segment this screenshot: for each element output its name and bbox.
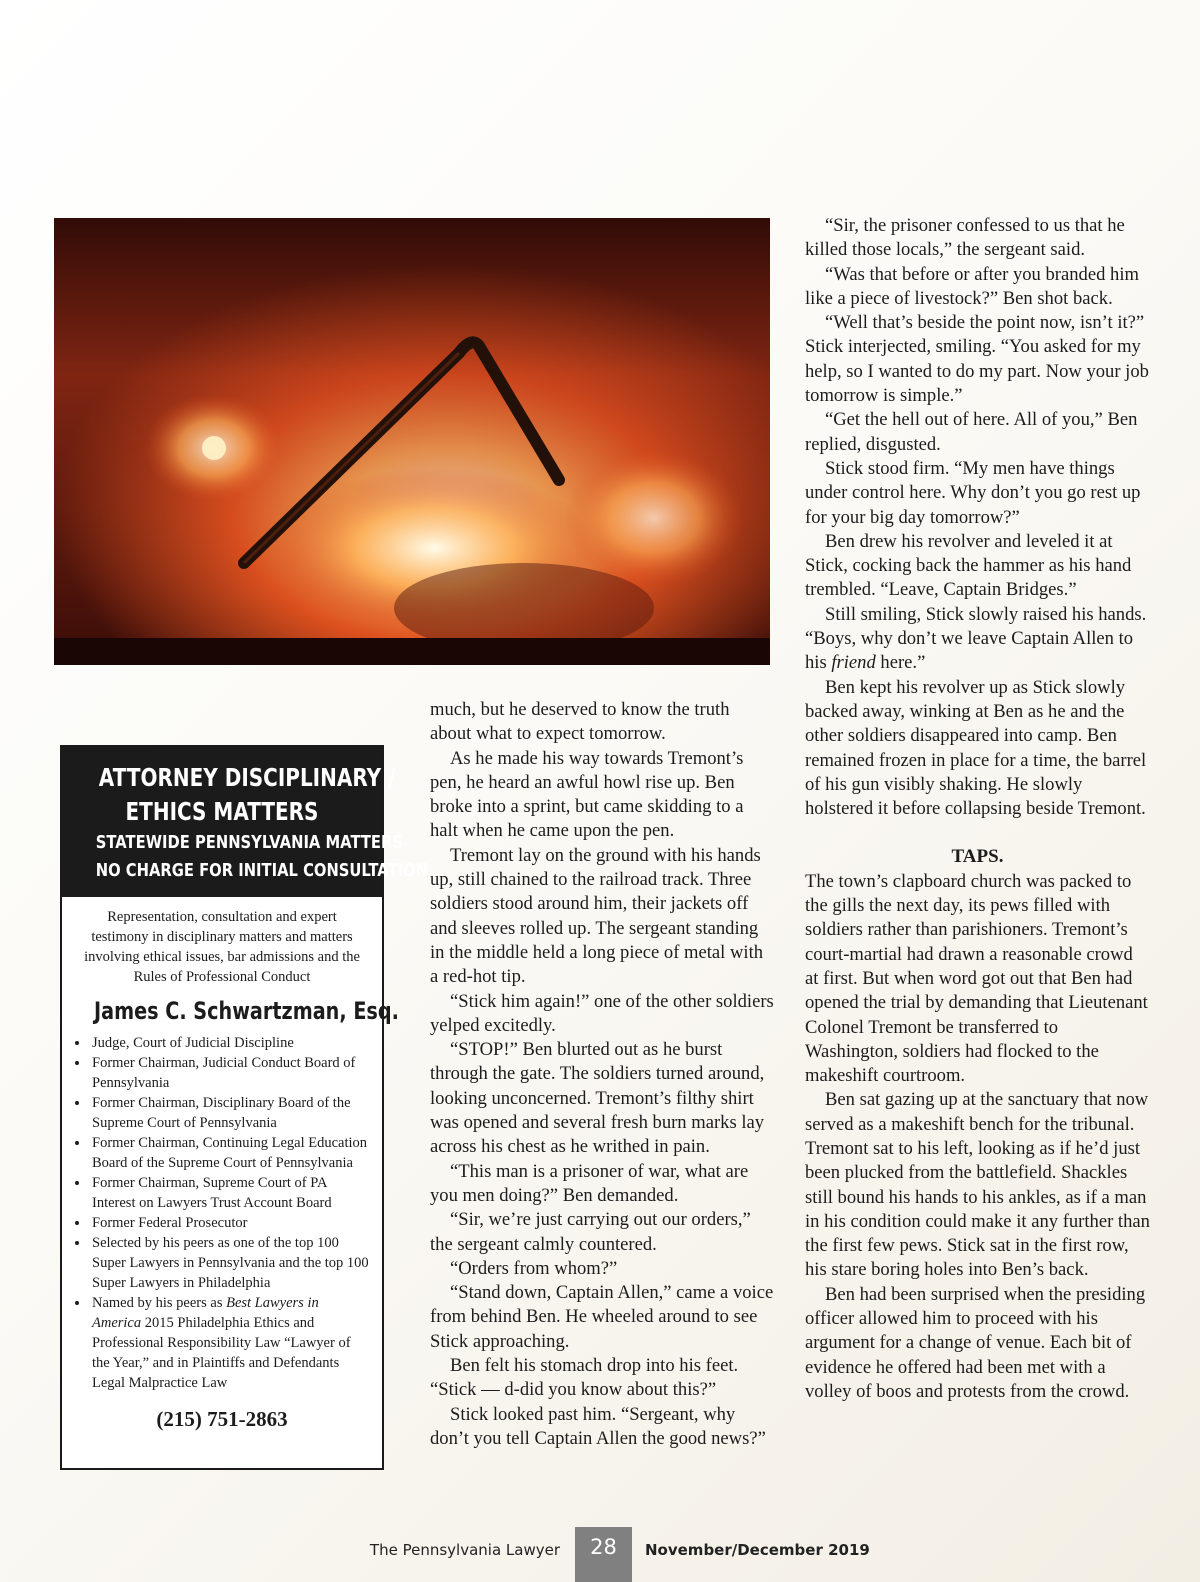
article-paragraph: Stick stood firm. “My men have things under control here. Why don’t you go rest up for your big day tomorrow?” [805,457,1141,528]
credential-suffix: 2015 Philadelphia Ethics and Professional Responsibility Law “Lawyer of the Year,” and in Plaintiffs and Defendants Legal Malpractice Law [92,1315,351,1391]
article-paragraph: “Sir, we’re just carrying out our orders,” the sergeant calmly countered. [430,1209,751,1255]
credential-item: • Former Chairman, Judicial Conduct Board of Pennsylvania [90,1053,370,1093]
ad-subtitle-line1: STATEWIDE PENNSYLVANIA MATTERS [95,832,404,853]
credential-item: • Selected by his peers as one of the top 100 Super Lawyers in Pennsylvania and the top 100 Super Lawyers in Philadelphia [90,1233,370,1293]
article-paragraph: Ben drew his revolver and leveled it at Stick, cocking back the hammer as his hand trembled. “Leave, Captain Bridges.” [805,530,1132,601]
credential-item: • Former Chairman, Continuing Legal Education Board of the Supreme Court of Pennsylvania [90,1133,370,1173]
credential-item: • Former Chairman, Supreme Court of PA Interest on Lawyers Trust Account Board [90,1173,370,1213]
ad-attorney-name: James C. Schwartzman, Esq. [94,997,399,1025]
article-paragraph: “Sir, the prisoner confessed to us that he killed those locals,” the sergeant said. [805,215,1125,261]
credential-item: • Former Chairman, Disciplinary Board of the Supreme Court of Pennsylvania [90,1093,370,1133]
article-paragraph: The town’s clapboard church was packed to the gills the next day, its pews filled with soldiers rather than parishioners. Tremont’s court-martial had drawn a reasonable crowd at first. But when word got out that Ben had opened the trial by demanding that Lieutenant Colonel Tremont be transferred to Washington, soldiers had flocked to the makeshift courtroom. [805,870,1148,1087]
article-paragraph: Ben felt his stomach drop into his feet. “Stick — d-did you know about this?” [430,1355,739,1401]
credential-prefix: Named by his peers as [92,1295,227,1311]
article-paragraph: much, but he deserved to know the truth about what to expect tomorrow. [430,699,730,745]
section-subhead: TAPS. [951,846,1004,868]
article-paragraph: “Well that’s beside the point now, isn’t it?” Stick interjected, smiling. “You asked for my help, so I wanted to do my part. Now your job tomorrow is simple.” [805,312,1149,407]
fire-photo [54,218,770,665]
ad-phone-number: (215) 751-2863 [156,1407,288,1431]
article-paragraph: “Was that before or after you branded him like a piece of livestock?” Ben shot back. [805,263,1139,309]
article-column-middle [430,698,775,1451]
friend-suffix: here.” [875,652,926,674]
article-paragraph: Stick looked past him. “Sergeant, why don’t you tell Captain Allen the good news?” [430,1403,766,1449]
attorney-ethics-ad [60,745,429,1470]
ad-credentials-list [62,1033,382,1393]
publication-name: The Pennsylvania Lawyer [369,1541,560,1559]
article-paragraph: “Get the hell out of here. All of you,” Ben replied, disgusted. [805,409,1138,455]
article-paragraph: Tremont lay on the ground with his hands up, still chained to the railroad track. Three soldiers stood around him, their jackets off and sleeves rolled up. The sergeant standing in the middle held a long piece of metal with a red-hot tip. [430,844,764,988]
friend-prefix: Still smiling, Stick slowly raised his hands. “Boys, why don’t we leave Captain Allen to his [805,603,1147,674]
article-paragraph: Ben kept his revolver up as Stick slowly backed away, winking at Ben as he and the other soldiers disappeared into camp. Ben remained frozen in place for a time, the barrel of his gun visibly shaking. He slowly holstered it before collapsing beside Tremont. [805,676,1147,820]
article-paragraph: “This man is a prisoner of war, what are you men doing?” Ben demanded. [430,1160,749,1206]
credential-item: • Former Federal Prosecutor [90,1213,370,1233]
article-column-right [805,214,1150,1404]
issue-date: November/December 2019 [645,1541,870,1559]
article-paragraph: “Stand down, Captain Allen,” came a voice from behind Ben. He wheeled around to see Stick approaching. [430,1282,774,1352]
article-paragraph: Ben sat gazing up at the sanctuary that now served as a makeshift bench for the tribunal. Tremont sat to his left, looking as if he’d just been plucked from the battlefield. Shackles still bound his hands to his ankles, as if a man in his condition could make it any further than the first few pews. Stick sat in the first row, his stare boring holes into Ben’s back. [805,1089,1150,1281]
ad-description: Representation, consultation and expert testimony in disciplinary matters and matters involving ethical issues, bar admissions and the Rules of Professional Conduct [84,909,360,985]
ad-header [62,747,429,897]
ad-subtitle-line2: NO CHARGE FOR INITIAL CONSULTATION [95,860,429,881]
article-paragraph: “Stick him again!” one of the other soldiers yelped excitedly. [430,990,774,1036]
article-paragraph: Ben had been surprised when the presiding officer allowed him to proceed with his argument for a change of venue. Each bit of evidence he offered had been met with a volley of boos and protests from the crowd. [805,1283,1146,1402]
page-footer [0,1527,1200,1582]
article-paragraph: “STOP!” Ben blurted out as he burst through the gate. The soldiers turned around, looking unconcerned. Tremont’s filthy shirt was opened and several fresh burn marks lay across his chest as he writhed in pain. [430,1039,765,1158]
credential-item: • Judge, Court of Judicial Discipline [90,1033,370,1053]
friend-italic: friend [831,652,876,674]
fire-poker-illustration [54,218,770,665]
credential-italic: Best Lawyers in America [92,1295,319,1331]
ad-title-line1: ATTORNEY DISCIPLINARY / [98,763,396,792]
page-number: 28 [575,1527,632,1582]
article-paragraph: “Orders from whom?” [450,1257,618,1279]
credential-item-best-lawyers [90,1293,370,1393]
article-paragraph: As he made his way towards Tremont’s pen, he heard an awful howl rise up. Ben broke into a sprint, but came skidding to a halt when he came upon the pen. [430,747,744,842]
article-paragraph-friend [805,603,1150,676]
ad-title-line2: ETHICS MATTERS [125,797,319,826]
